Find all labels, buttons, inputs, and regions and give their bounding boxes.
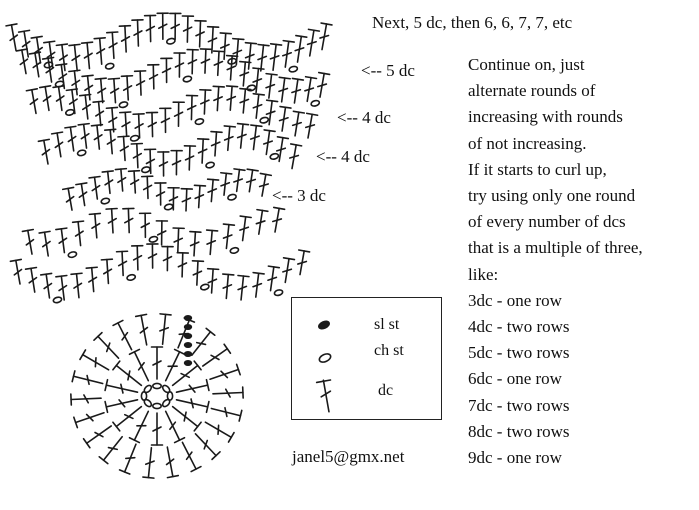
dc-stitch [253, 273, 264, 297]
slip-stitch [185, 316, 192, 320]
dc-stitch [105, 400, 137, 412]
dc-stitch [94, 38, 105, 64]
dc-stitch [148, 65, 159, 89]
instruction-row-7dc: 7dc - two rows [468, 395, 570, 415]
dc-stitch [99, 437, 122, 464]
dc-stitch [121, 76, 132, 100]
dc-stitch [89, 213, 100, 237]
dc-stitch [290, 144, 302, 169]
dc-stitch [123, 208, 134, 232]
dc-stitch [224, 126, 235, 150]
dc-stitch [171, 151, 182, 175]
dc-stitch [113, 320, 132, 349]
dc-stitch [65, 126, 76, 151]
dc-stitch [247, 169, 258, 192]
dc-stitch [129, 411, 148, 442]
dc-stitch [152, 413, 163, 445]
instruction-line: alternate rounds of [468, 81, 596, 101]
dc-stitch [53, 86, 64, 111]
dc-stitch [190, 232, 201, 256]
dc-stitch [10, 259, 21, 284]
dc-stitch [195, 434, 220, 460]
dc-stitch [102, 171, 113, 193]
dc-stitch [170, 13, 181, 39]
dc-stitch [223, 224, 234, 248]
dc-stitch [105, 129, 116, 153]
chain-stitch [274, 289, 283, 296]
dc-stitch [108, 78, 119, 102]
dc-stitch [203, 344, 231, 366]
dc-stitch [113, 361, 141, 385]
dc-stitch [273, 207, 285, 232]
dc-stitch [145, 15, 156, 41]
dc-stitch [133, 114, 144, 138]
dc-stitch [305, 77, 317, 102]
dc-stitch [56, 228, 67, 253]
dc-stitch [194, 185, 205, 207]
dc-stitch [187, 95, 198, 119]
chain-stitch [101, 197, 110, 204]
dc-stitch [176, 380, 208, 392]
dc-stitch [168, 188, 179, 210]
dc-stitch [82, 75, 93, 99]
chain-stitch [310, 100, 319, 107]
dc-stitch [106, 208, 117, 232]
chain-stitch [68, 251, 77, 258]
dc-stitch [223, 274, 234, 298]
dc-stitch [129, 349, 148, 380]
legend-label-ch-st: ch st [374, 342, 404, 359]
dc-stitch [240, 89, 251, 113]
dc-stitch [182, 16, 193, 42]
dc-stitch [107, 32, 118, 58]
instruction-line: increasing with rounds [468, 107, 623, 127]
dc-stitch [166, 411, 185, 442]
dc-stitch [279, 77, 290, 102]
instruction-line: Continue on, just [468, 55, 585, 74]
dc-stitch [173, 228, 184, 252]
slip-stitch [185, 343, 192, 347]
page-header: Next, 5 dc, then 6, 6, 7, 7, etc [372, 13, 573, 32]
dc-stitch [210, 364, 240, 379]
instruction-row-4dc: 4dc - two rows [468, 317, 570, 337]
dc-stitch [56, 276, 67, 300]
instruction-line: that is a multiple of three, [468, 238, 643, 258]
dc-stitch [268, 266, 279, 291]
dc-stitch [208, 269, 219, 293]
instruction-line: of not increasing. [468, 133, 587, 153]
dc-stitch [283, 258, 295, 283]
dc-stitch [26, 268, 37, 293]
dc-stitch [200, 49, 211, 73]
dc-stitch [207, 230, 218, 254]
dc-stitch [41, 273, 52, 298]
dc-stitch [256, 210, 268, 235]
dc-stitch [200, 90, 211, 114]
dc-stitch [318, 73, 330, 98]
dc-stitch [63, 187, 74, 210]
dc-stitch [145, 149, 156, 173]
slip-stitch [185, 334, 192, 338]
dc-stitch [93, 101, 104, 125]
dc-stitch [6, 24, 17, 51]
dc-stitch [73, 221, 84, 245]
chain-stitch [143, 384, 153, 394]
chain-stitch [164, 203, 173, 210]
dc-stitch [258, 44, 269, 70]
instruction-row-3dc: 3dc - one row [468, 290, 562, 310]
dc-stitch [208, 179, 219, 201]
instruction-line: of every number of dcs [468, 212, 626, 232]
dc-stitch [80, 350, 109, 370]
chain-stitch [166, 38, 175, 45]
dc-stitch [160, 108, 171, 132]
instruction-line: like: [468, 264, 499, 284]
dc-stitch [135, 71, 146, 95]
dc-stitch [195, 21, 206, 47]
round-label-4dc-lower: <-- 4 dc [316, 147, 370, 166]
instructions-text [468, 52, 696, 471]
dc-stitch [136, 314, 148, 344]
dc-stitch [238, 124, 249, 148]
chain-stitch [141, 166, 150, 173]
chain-stitch [230, 247, 239, 254]
dc-stitch [84, 426, 112, 448]
chart-marks [6, 13, 332, 478]
dc-stitch [120, 444, 136, 474]
dc-stitch [72, 371, 102, 384]
dc-stitch [240, 216, 251, 241]
dc-stitch [146, 112, 157, 136]
instruction-line: If it starts to curl up, [468, 159, 607, 179]
dc-stitch [264, 130, 275, 155]
dc-stitch [167, 447, 179, 477]
dc-stitch [306, 113, 318, 138]
dc-stitch [234, 169, 245, 192]
chain-stitch [289, 66, 298, 73]
dc-stitch [182, 442, 201, 471]
dc-stitch [147, 244, 158, 268]
chain-stitch [153, 383, 161, 388]
dc-stitch [40, 86, 51, 111]
dc-stitch [253, 94, 264, 118]
dc-stitch [132, 246, 143, 270]
dc-stitch [71, 394, 101, 405]
dc-stitch [157, 13, 168, 39]
round-label-3dc: <-- 3 dc [272, 186, 326, 205]
chain-stitch [130, 135, 139, 142]
dc-stitch [213, 387, 243, 398]
dc-stitch [95, 78, 106, 102]
dc-stitch [131, 143, 142, 167]
chain-stitch [183, 75, 192, 82]
dc-stitch [176, 399, 208, 412]
dc-stitch [177, 253, 188, 277]
author-email: janel5@gmx.net [292, 447, 405, 466]
chain-stitch [205, 161, 214, 168]
chain-stitch [149, 236, 158, 243]
dc-stitch [173, 102, 184, 126]
dc-stitch [162, 247, 173, 271]
instruction-row-8dc: 8dc - two rows [468, 421, 570, 441]
slip-stitch [185, 325, 192, 329]
round-label-5dc: <-- 5 dc [361, 61, 415, 80]
chain-stitch [227, 194, 236, 201]
dc-stitch [71, 273, 82, 297]
dc-stitch [132, 20, 143, 46]
dc-stitch [78, 124, 89, 148]
dc-stitch [192, 328, 215, 355]
dc-stitch [192, 261, 203, 285]
chain-stitch [77, 149, 86, 156]
dc-stitch [214, 51, 225, 75]
round-label-4dc-upper: <-- 4 dc [337, 108, 391, 127]
dc-stitch [31, 36, 42, 63]
slip-stitch [185, 361, 192, 365]
dc-stitch [266, 74, 277, 98]
chain-stitch [259, 117, 268, 124]
instruction-line: try using only one round [468, 186, 636, 206]
dc-stitch [22, 230, 33, 255]
dc-stitch [16, 49, 27, 74]
chain-stitch [270, 153, 279, 160]
chain-stitch [119, 101, 128, 108]
dc-stitch [158, 152, 169, 176]
dc-stitch [39, 231, 50, 256]
legend-label-sl-st: sl st [374, 316, 400, 333]
dc-stitch [19, 30, 30, 57]
dc-stitch [113, 407, 141, 431]
dc-stitch [74, 413, 104, 428]
instruction-row-5dc: 5dc - two rows [468, 343, 570, 363]
dc-stitch [211, 408, 241, 421]
dc-stitch [283, 41, 294, 67]
dc-stitch [105, 380, 137, 393]
dc-stitch [120, 112, 131, 136]
dc-stitch [101, 259, 112, 283]
dc-stitch [280, 107, 291, 132]
dc-stitch [184, 146, 195, 170]
dc-stitch [295, 36, 307, 63]
dc-stitch [26, 89, 37, 114]
dc-stitch [155, 183, 166, 205]
instruction-row-9dc: 9dc - one row [468, 448, 562, 468]
dc-stitch [129, 171, 140, 193]
dc-stitch [143, 448, 154, 478]
dc-stitch [166, 349, 185, 380]
chain-stitch [195, 118, 204, 125]
chain-stitch [105, 63, 114, 70]
dc-stitch [106, 107, 117, 131]
dc-stitch [38, 139, 49, 164]
dc-stitch [198, 139, 209, 163]
dc-stitch [117, 251, 128, 275]
slip-stitch [185, 352, 192, 356]
chain-stitch [161, 384, 171, 394]
dc-stitch [160, 314, 171, 344]
dc-stitch [118, 136, 129, 160]
dc-stitch [181, 189, 192, 211]
chain-stitch [153, 403, 161, 408]
legend-label-dc: dc [378, 382, 394, 399]
dc-stitch [76, 183, 87, 206]
chain-stitch [247, 84, 256, 91]
dc-stitch [69, 44, 80, 70]
stitch-legend [291, 297, 442, 420]
chain-stitch [161, 398, 171, 408]
dc-stitch [187, 50, 198, 74]
dc-stitch [142, 176, 153, 198]
dc-stitch [86, 267, 97, 291]
dc-stitch [161, 58, 172, 82]
dc-stitch [69, 70, 80, 94]
dc-stitch [205, 422, 234, 442]
dc-stitch [227, 86, 238, 110]
dc-stitch [140, 213, 151, 237]
dc-stitch [173, 407, 201, 431]
dc-stitch [238, 276, 249, 300]
dc-stitch [115, 169, 126, 191]
instruction-row-6dc: 6dc - one row [468, 369, 562, 389]
dc-stitch [245, 43, 256, 69]
dc-stitch [152, 347, 163, 379]
dc-stitch [91, 125, 102, 149]
dc-stitch [213, 86, 224, 110]
dc-stitch [82, 42, 93, 68]
dc-stitch [308, 29, 320, 56]
dc-stitch [221, 173, 232, 195]
dc-stitch [211, 132, 222, 156]
dc-stitch [94, 333, 119, 359]
dc-stitch [260, 173, 272, 196]
dc-stitch [89, 177, 100, 200]
dc-stitch [251, 125, 262, 149]
dc-stitch [292, 78, 303, 103]
dc-stitch [293, 111, 305, 136]
dc-stitch [156, 221, 167, 245]
dc-stitch [298, 250, 310, 275]
dc-stitch [174, 53, 185, 77]
dc-stitch [52, 132, 63, 157]
chain-stitch [200, 283, 209, 290]
dc-stitch [119, 26, 130, 52]
chain-stitch [53, 296, 62, 303]
chain-stitch [126, 274, 135, 281]
dc-stitch [320, 23, 332, 50]
dc-stitch [270, 44, 281, 70]
chain-stitch [65, 109, 74, 116]
